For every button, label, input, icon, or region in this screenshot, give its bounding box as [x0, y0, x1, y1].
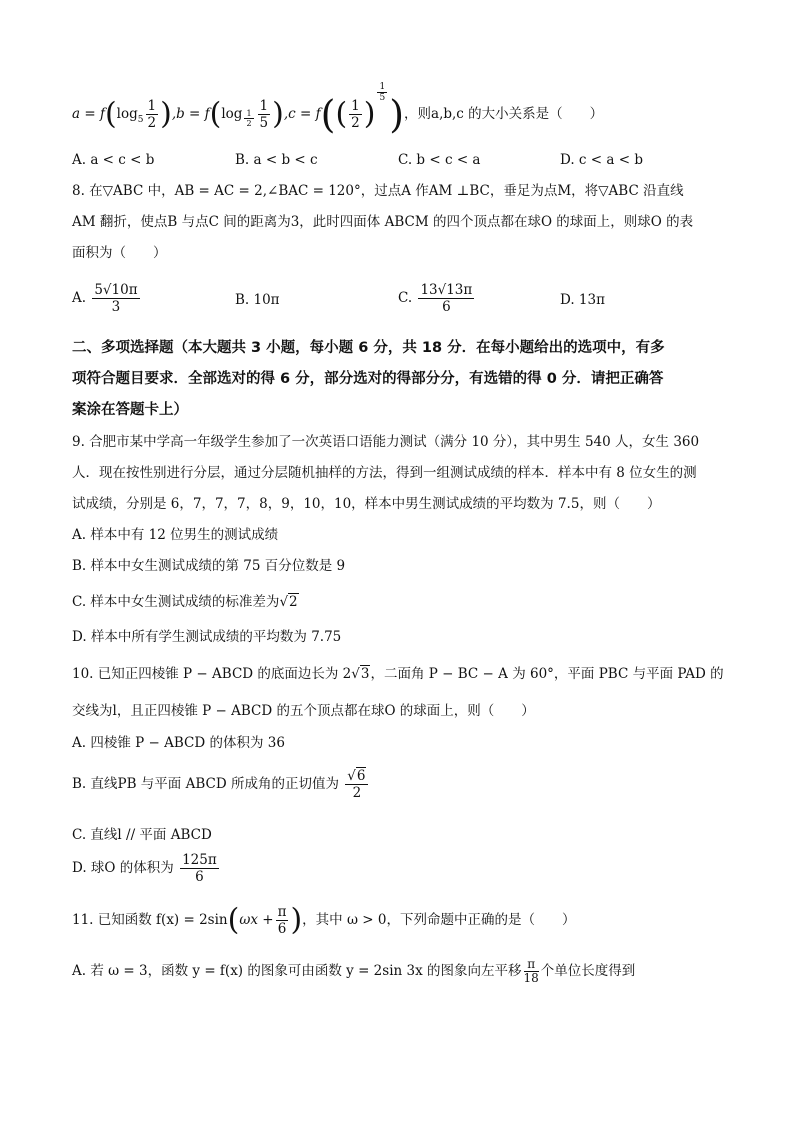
option-text: D. 球O 的体积为	[72, 860, 174, 876]
q7-option-b: B. a < b < c	[235, 152, 318, 168]
frac-den: 6	[442, 299, 451, 315]
frac-den: 2	[147, 115, 157, 131]
q10-line-1-part-a: 10. 已知正四棱锥 P − ABCD 的底面边长为 2	[72, 666, 352, 682]
q8-option-a-frac	[92, 282, 139, 315]
frac-den: 5	[259, 115, 269, 131]
q9-option-a: A. 样本中有 12 位男生的测试成绩	[72, 527, 279, 543]
frac-num: 125π	[182, 852, 217, 868]
q10-option-a: A. 四棱锥 P − ABCD 的体积为 36	[72, 735, 285, 751]
q7-a-def: a = f	[72, 106, 105, 122]
q9-option-c: C. 样本中女生测试成绩的标准差为√2	[72, 594, 298, 610]
q7-formula: $a = f(\log_5$ $\frac{1}{2}$ ),b = f(log $\frac{1}{2}$ $\frac{1}{5}$ ),c = f(( $\frac{1}{2}$ ) $\frac{1}{5}$ )，则a,b,c 的大小关系是（ ）	[72, 82, 604, 137]
section-2-header-line-3: 案涂在答题卡上）	[72, 402, 188, 418]
q7-log-base: 5	[137, 115, 144, 125]
frac-num: π	[524, 958, 539, 972]
q8-option-b: B. 10π	[235, 292, 280, 308]
sqrt-value: 2	[289, 594, 298, 610]
frac-num: π	[277, 904, 287, 920]
q8-option-d: D. 13π	[560, 292, 605, 308]
frac-num: 1	[379, 82, 386, 92]
q10-line-2: 交线为l，且正四棱锥 P − ABCD 的五个顶点都在球O 的球面上，则（ ）	[72, 703, 535, 719]
q7-c-def: ,c = f	[283, 106, 321, 122]
q10-option-b-frac	[345, 768, 368, 801]
option-text-tail: 个单位长度得到	[540, 963, 636, 979]
q7-frac-half	[146, 98, 159, 131]
frac-den: 2	[352, 785, 362, 801]
option-text: B. 直线PB 与平面 ABCD 所成角的正切值为	[72, 776, 339, 792]
q8-line-2: AM 翻折，使点B 与点C 间的距离为3，此时四面体 ABCM 的四个顶点都在球O 的球面上，则球O 的表	[72, 214, 694, 230]
option-text: C. 样本中女生测试成绩的标准差为	[72, 594, 280, 610]
q10-option-d-frac	[180, 852, 219, 885]
q7-log2: log	[221, 106, 243, 122]
sqrt-value: 3	[360, 666, 370, 682]
section-2-header-line-2: 项符合题目要求．全部选对的得 6 分，部分选对的得部分分，有选错的得 0 分．请把正确答	[72, 371, 664, 387]
frac-num: 5√10π	[94, 282, 138, 298]
frac-num: √6	[345, 768, 368, 785]
q8-option-a	[72, 282, 142, 315]
frac-num: 1	[259, 98, 269, 114]
q7-exponent	[377, 82, 387, 103]
q10-line-1: 10. 已知正四棱锥 P − ABCD 的底面边长为 2√3，二面角 P − BC − A 为 60°，平面 PBC 与平面 PAD 的	[72, 666, 724, 682]
frac-den: 6	[277, 921, 287, 937]
option-label: C.	[398, 290, 413, 306]
frac-den: 18	[523, 971, 539, 985]
q7-option-d: D. c < a < b	[560, 152, 643, 168]
section-2-header-line-1: 二、多项选择题（本大题共 3 小题，每小题 6 分，共 18 分．在每小题给出的选项中，有多	[72, 340, 665, 356]
frac-den: 5	[379, 93, 386, 103]
frac-num: 1	[147, 98, 157, 114]
q7-log-base-frac	[244, 109, 253, 128]
q9-option-d: D. 样本中所有学生测试成绩的平均数为 7.75	[72, 629, 342, 645]
q8-line-3: 面积为（ ）	[72, 245, 167, 261]
sqrt-value: 6	[356, 768, 366, 784]
q9-line-3: 试成绩，分别是 6，7，7，7，8，9，10，10，样本中男生测试成绩的平均数为 7.5，则（ ）	[72, 496, 661, 512]
option-text: A. 若 ω = 3，函数 y = f(x) 的图象可由函数 y = 2sin 3x 的图象向左平移	[72, 963, 522, 979]
frac-num: 13√13π	[420, 282, 473, 298]
q7-option-a: A. a < c < b	[72, 152, 155, 168]
q9-line-2: 人．现在按性别进行分层，通过分层随机抽样的方法，得到一组测试成绩的样本．样本中有 8 位女生的测	[72, 465, 697, 481]
q7-tail: ，则a,b,c 的大小关系是（ ）	[404, 106, 604, 122]
q11-option-a	[72, 958, 635, 985]
q11-pi-frac	[276, 904, 289, 937]
option-label: A.	[72, 290, 87, 306]
frac-den: 6	[195, 869, 204, 885]
q10-option-d	[72, 852, 221, 885]
frac-num: 1	[246, 109, 252, 118]
q11-line-1: 11. 已知函数 f(x) = 2sin(ωx + $\frac{\pi}{6}$ )，其中 ω > 0，下列命题中正确的是（ ）	[72, 902, 576, 938]
frac-den: 3	[111, 299, 121, 315]
q11-line-1-part-a: 11. 已知函数 f(x) = 2sin	[72, 912, 228, 928]
frac-den: 2	[351, 115, 360, 131]
q11-option-a-frac	[524, 958, 539, 985]
q7-log: log	[116, 106, 138, 122]
q7-b-def: ,b = f	[171, 106, 210, 122]
q9-option-b: B. 样本中女生测试成绩的第 75 百分位数是 9	[72, 558, 346, 574]
q8-option-c	[398, 282, 476, 315]
q8-option-c-frac	[418, 282, 474, 315]
q10-option-b	[72, 768, 370, 801]
q11-line-1-part-b: ，其中 ω > 0，下列命题中正确的是（ ）	[302, 912, 576, 928]
q8-line-1: 8. 在▽ABC 中，AB = AC = 2,∠BAC = 120°，过点A 作AM ⊥BC，垂足为点M，将▽ABC 沿直线	[72, 183, 684, 199]
q10-option-c: C. 直线l // 平面 ABCD	[72, 827, 212, 843]
q7-option-c: C. b < c < a	[398, 152, 481, 168]
q10-line-1-part-b: ，二面角 P − BC − A 为 60°，平面 PBC 与平面 PAD 的	[370, 666, 724, 682]
q9-line-1: 9. 合肥市某中学高一年级学生参加了一次英语口语能力测试（满分 10 分），其中男生 540 人，女生 360	[72, 434, 700, 450]
q7-frac-half2	[349, 98, 362, 131]
q7-frac-fifth	[258, 98, 271, 131]
frac-den: 2	[246, 119, 252, 128]
q11-inner: ωx +	[239, 912, 274, 928]
frac-num: 1	[351, 98, 360, 114]
